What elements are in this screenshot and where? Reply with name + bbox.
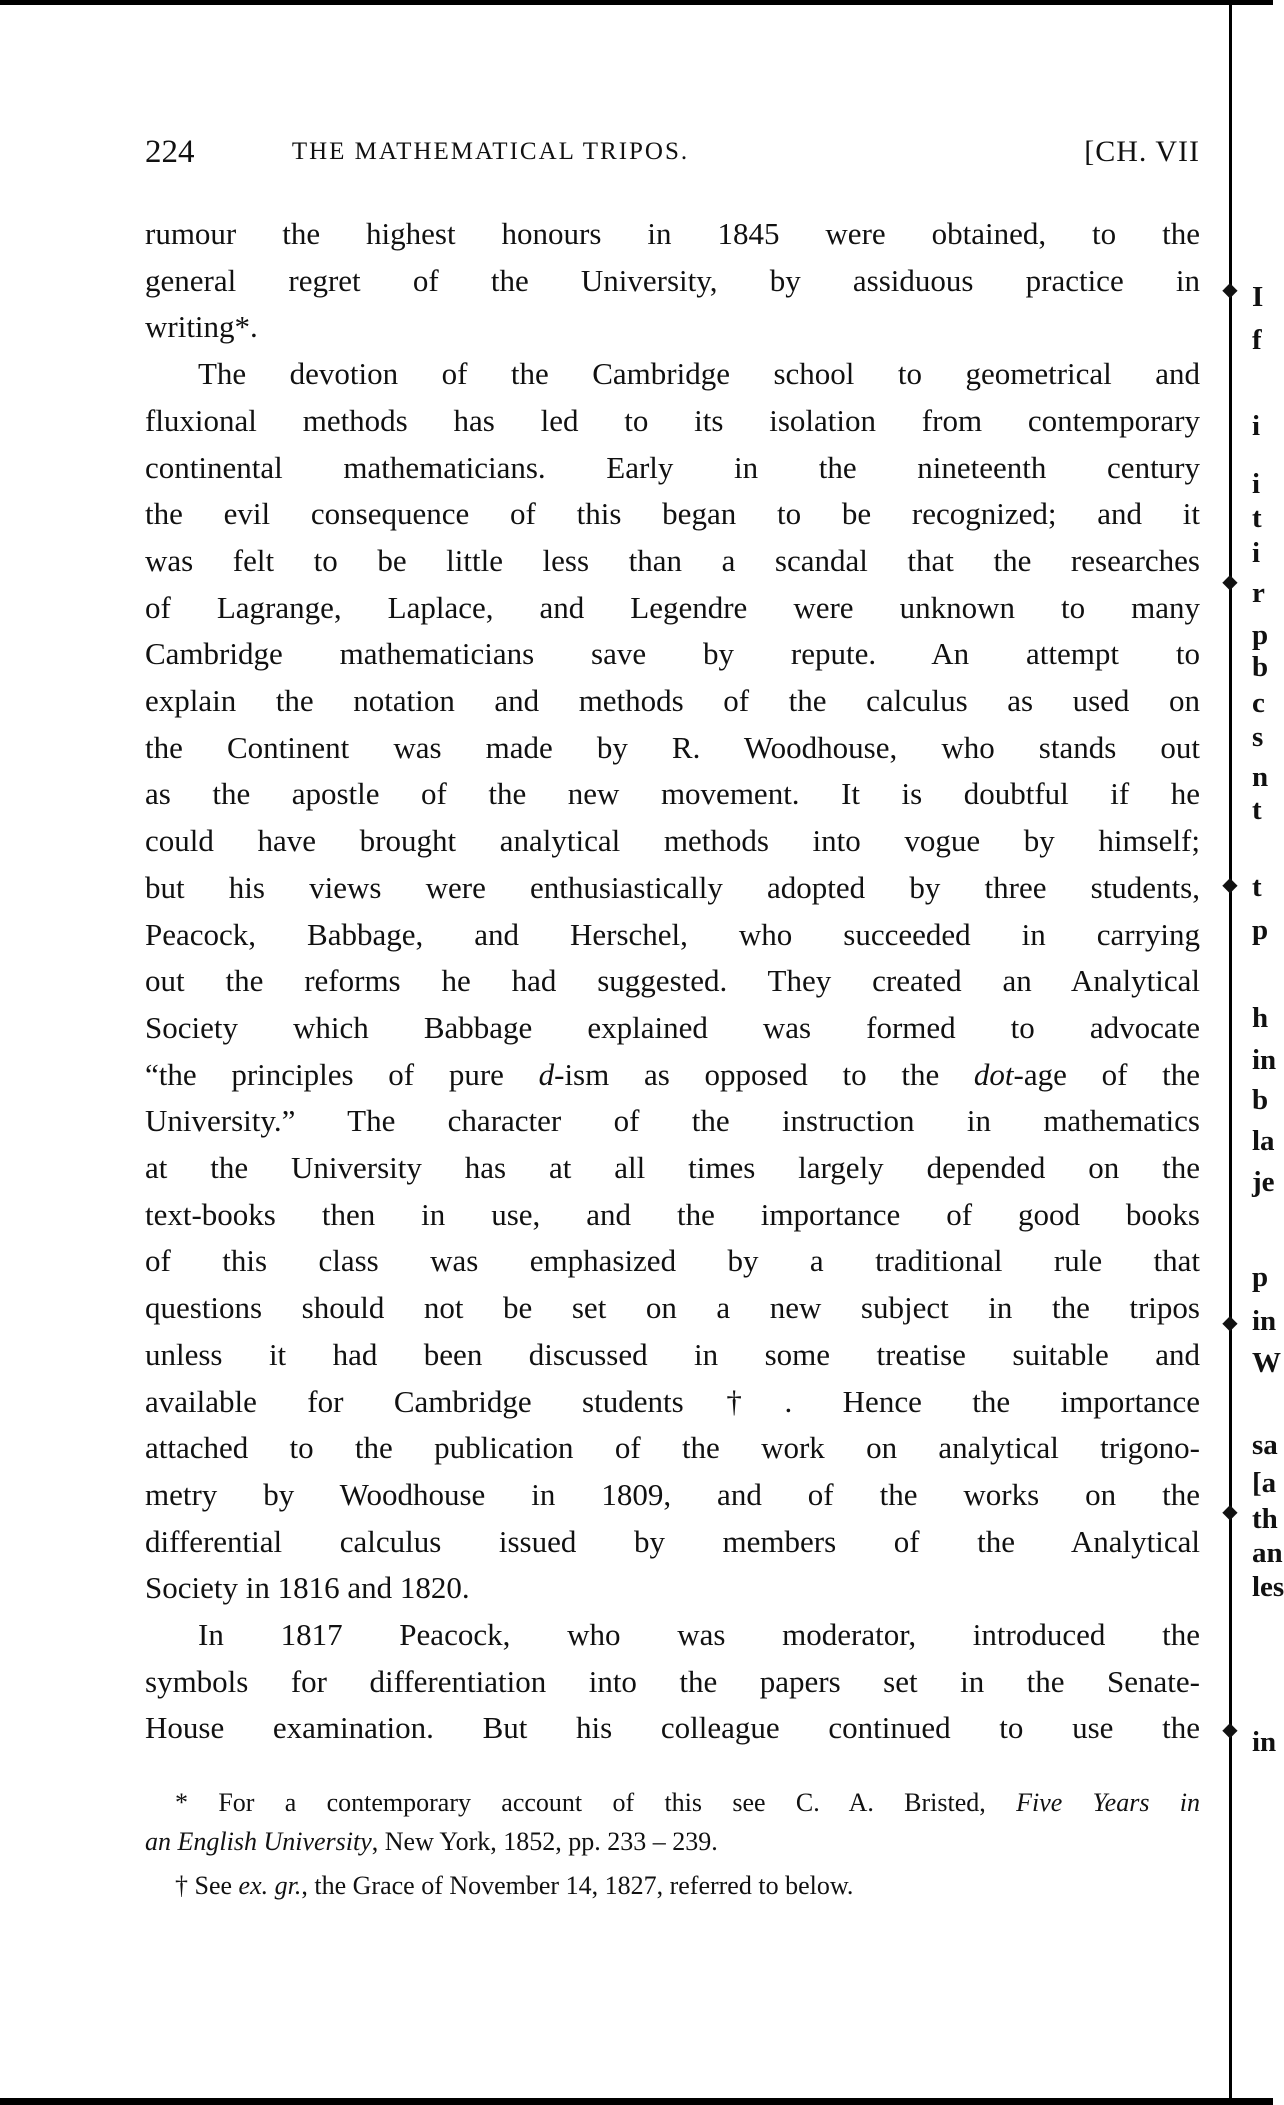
- fragment-text: t: [1252, 871, 1262, 903]
- text-line: [145, 1195, 1200, 1235]
- fragment-text: p: [1252, 1261, 1269, 1293]
- binding-ornament-icon: ◆: [1222, 1719, 1238, 1741]
- text-run: “the principles of pure: [145, 1056, 539, 1092]
- text-line: [145, 1101, 1200, 1141]
- text-run: writing*.: [145, 309, 258, 345]
- page-gutter-line: [1229, 0, 1232, 2105]
- fragment-text: s: [1252, 721, 1264, 753]
- fragment-text: W: [1252, 1347, 1281, 1379]
- fragment-text: la: [1252, 1125, 1275, 1157]
- text-run: fluxional methods has led to its isolation from contemporary: [145, 402, 1200, 438]
- text-line: [145, 1335, 1200, 1375]
- fragment-text: sa: [1252, 1429, 1278, 1461]
- text-line: [145, 1008, 1200, 1048]
- footnote-line: [175, 1785, 1200, 1821]
- text-run: symbols for differentiation into the papers set in the Senate-: [145, 1663, 1200, 1699]
- fragment-text: i: [1252, 468, 1261, 500]
- fragment-text: je: [1252, 1166, 1275, 1198]
- text-line: [145, 448, 1200, 488]
- text-run: unless it had been discussed in some treatise suitable and: [145, 1336, 1200, 1372]
- text-line: [145, 774, 1200, 814]
- fragment-text: b: [1252, 1084, 1269, 1116]
- text-run: the Continent was made by R. Woodhouse, who stands out: [145, 729, 1200, 765]
- text-run: but his views were enthusiastically adopted by three students,: [145, 869, 1200, 905]
- text-run: metry by Woodhouse in 1809, and of the works on the: [145, 1476, 1200, 1512]
- binding-ornament-icon: ◆: [1222, 1312, 1238, 1334]
- italic-text: d: [538, 1056, 555, 1092]
- fragment-text: r: [1252, 577, 1265, 609]
- page-number: 224: [145, 134, 195, 170]
- text-line: [145, 868, 1200, 908]
- text-line: [145, 1241, 1200, 1281]
- fragment-text: les: [1252, 1571, 1284, 1603]
- text-line: [198, 354, 1200, 394]
- bottom-border: [0, 2098, 1273, 2105]
- text-run: as the apostle of the new movement. It is doubtful if he: [145, 776, 1200, 812]
- fragment-text: p: [1252, 619, 1269, 651]
- italic-text: an English University: [145, 1827, 372, 1856]
- text-run: available for Cambridge students†. Hence the importance: [145, 1383, 1200, 1419]
- text-line: [145, 961, 1200, 1001]
- fragment-text: in: [1252, 1044, 1277, 1076]
- fragment-text: I: [1252, 281, 1264, 313]
- text-line: [145, 588, 1200, 628]
- text-run: explain the notation and methods of the calculus as used on: [145, 683, 1200, 718]
- text-run: Society which Babbage explained was formed to advocate: [145, 1009, 1200, 1045]
- italic-text: Five Years in: [1016, 1788, 1200, 1817]
- footnote-line: [145, 1824, 1200, 1860]
- fragment-text: f: [1252, 324, 1262, 356]
- text-line: [145, 728, 1200, 768]
- text-run: In 1817 Peacock, who was moderator, introduced the: [198, 1617, 1200, 1652]
- text-run: House examination. But his colleague continued to use the: [145, 1710, 1200, 1746]
- text-line: [145, 1055, 1200, 1095]
- text-line: [145, 214, 1200, 254]
- text-line: [145, 915, 1200, 955]
- text-line: [198, 1615, 1200, 1655]
- text-run: attached to the publication of the work on analytical trigono-: [145, 1430, 1200, 1466]
- text-run: differential calculus issued by members of the Analytical: [145, 1523, 1200, 1559]
- text-line: [145, 1475, 1200, 1515]
- text-run: Peacock, Babbage, and Herschel, who succeeded in carrying: [145, 916, 1200, 952]
- italic-text: dot: [973, 1056, 1014, 1092]
- text-run: text-books then in use, and the importance of good books: [145, 1196, 1200, 1232]
- fragment-text: an: [1252, 1537, 1283, 1569]
- text-line: [145, 1568, 1200, 1608]
- fragment-text: i: [1252, 410, 1261, 442]
- text-line: [145, 681, 1200, 721]
- text-line: [145, 1662, 1200, 1702]
- text-run: rumour the highest honours in 1845 were obtained, to the: [145, 216, 1200, 251]
- binding-ornament-icon: ◆: [1222, 874, 1238, 896]
- text-line: [145, 261, 1200, 301]
- text-run: questions should not be set on a new subject in the tripos: [145, 1290, 1200, 1326]
- chapter-label: [CH. VII: [1084, 135, 1200, 168]
- text-line: [145, 307, 1200, 347]
- text-run: out the reforms he had suggested. They created an Analytical: [145, 963, 1200, 999]
- text-run: † See: [175, 1871, 239, 1900]
- fragment-text: i: [1252, 537, 1261, 569]
- text-run: continental mathematicians. Early in the nineteenth century: [145, 449, 1200, 485]
- italic-text: ex. gr.: [238, 1871, 302, 1900]
- binding-ornament-icon: ◆: [1222, 1501, 1238, 1523]
- text-run: * For a contemporary account of this see C. A. Bristed,: [175, 1788, 1017, 1817]
- fragment-text: p: [1252, 914, 1269, 946]
- text-run: , the Grace of November 14, 1827, referred to below.: [301, 1871, 854, 1900]
- text-line: [145, 1288, 1200, 1328]
- text-line: [145, 1522, 1200, 1562]
- text-run: was felt to be little less than a scandal that the researches: [145, 542, 1200, 578]
- text-line: [145, 1382, 1200, 1422]
- text-line: [145, 1708, 1200, 1748]
- fragment-text: th: [1252, 1503, 1278, 1535]
- fragment-text: [a: [1252, 1467, 1277, 1499]
- binding-ornament-icon: ◆: [1222, 571, 1238, 593]
- fragment-text: t: [1252, 794, 1262, 826]
- text-run: at the University has at all times largely depended on the: [145, 1150, 1200, 1185]
- fragment-text: b: [1252, 651, 1269, 683]
- fragment-text: in: [1252, 1305, 1277, 1337]
- binding-ornament-icon: ◆: [1222, 279, 1238, 301]
- fragment-text: h: [1252, 1002, 1269, 1034]
- fragment-text: in: [1252, 1726, 1277, 1758]
- text-line: [145, 541, 1200, 581]
- text-run: the evil consequence of this began to be recognized; and it: [145, 496, 1200, 532]
- text-run: of Lagrange, Laplace, and Legendre were unknown to many: [145, 589, 1200, 625]
- text-line: [145, 1428, 1200, 1468]
- text-line: [145, 1148, 1200, 1188]
- text-run: Society in 1816 and 1820.: [145, 1570, 470, 1606]
- text-run: -ism as opposed to the: [554, 1056, 974, 1092]
- text-run: of this class was emphasized by a traditional rule that: [145, 1243, 1200, 1279]
- text-run: general regret of the University, by assiduous practice in: [145, 262, 1200, 298]
- text-run: Cambridge mathematicians save by repute. An attempt to: [145, 636, 1200, 672]
- text-line: [145, 821, 1200, 861]
- text-run: University.” The character of the instruction in mathematics: [145, 1103, 1200, 1139]
- text-line: [145, 634, 1200, 674]
- fragment-text: n: [1252, 761, 1269, 793]
- text-line: [145, 401, 1200, 441]
- text-run: -age of the: [1013, 1056, 1201, 1092]
- top-border: [0, 0, 1273, 5]
- fragment-text: c: [1252, 687, 1265, 719]
- fragment-text: t: [1252, 502, 1262, 534]
- text-line: [145, 494, 1200, 534]
- text-run: , New York, 1852, pp. 233 – 239.: [371, 1827, 718, 1856]
- footnote-line: [175, 1868, 1200, 1904]
- text-run: The devotion of the Cambridge school to geometrical and: [198, 356, 1200, 392]
- running-title: THE MATHEMATICAL TRIPOS.: [291, 138, 690, 165]
- text-run: could have brought analytical methods into vogue by himself;: [145, 823, 1200, 859]
